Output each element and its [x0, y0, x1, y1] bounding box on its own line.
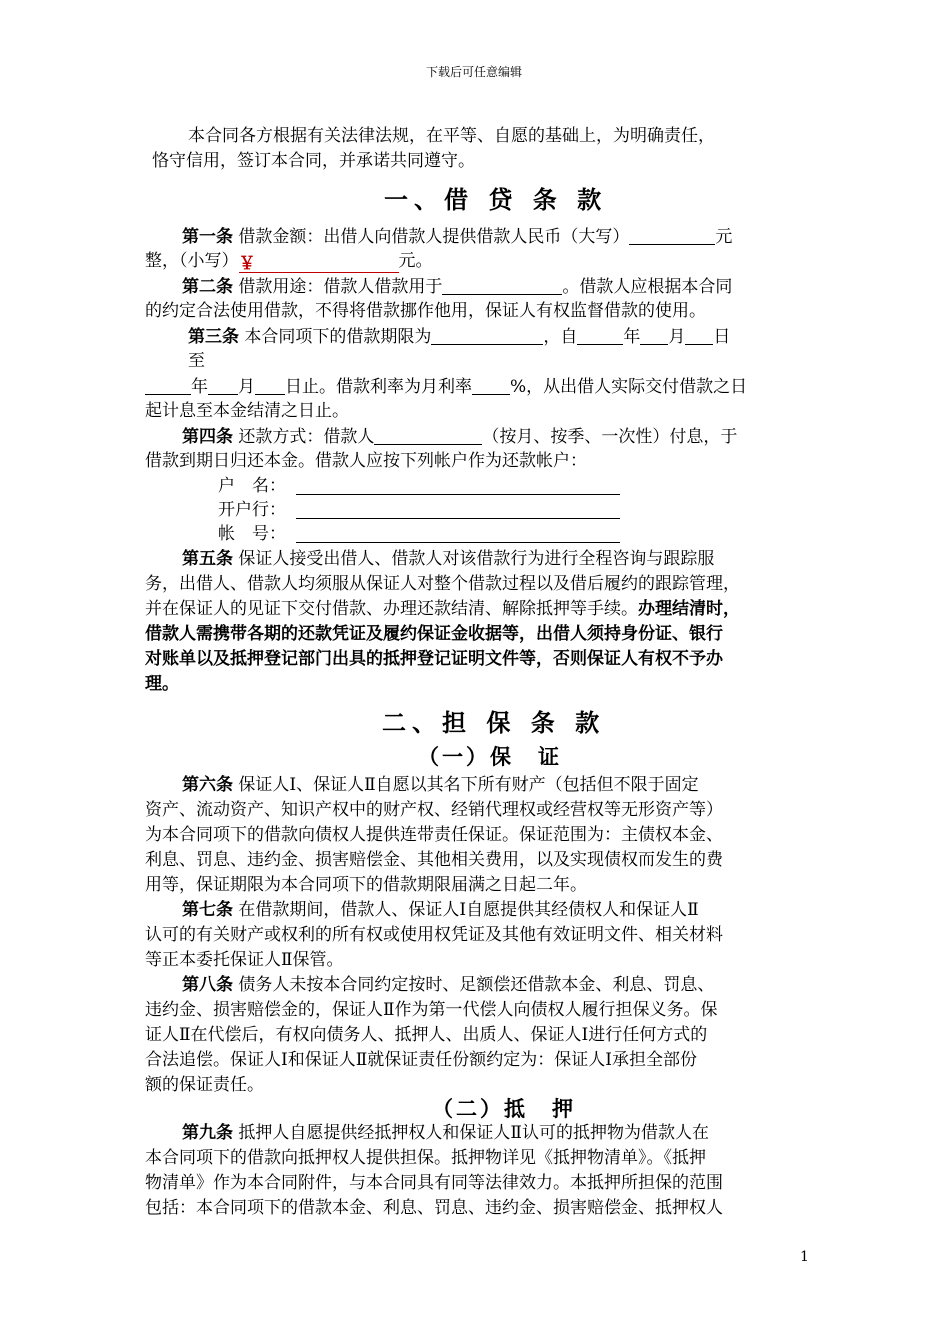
blank-field: [472, 378, 510, 395]
article-label: 第四条: [182, 427, 233, 447]
article-text: ，自: [543, 327, 578, 347]
article-6-line-3: 为本合同项下的借款向债权人提供连带责任保证。保证范围为：主债权本金、: [145, 825, 723, 845]
section-title-loan: 一、借 贷 条 款: [384, 185, 608, 214]
page-header: 下载后可任意编辑: [426, 65, 523, 79]
article-label: 第二条: [182, 277, 233, 297]
article-9-line-3: 物清单》作为本合同附件，与本合同具有同等法律效力。本抵押所担保的范围: [145, 1173, 723, 1193]
article-text: （按月、按季、一次性）付息，于: [482, 427, 738, 447]
article-9-line-1: [182, 1125, 709, 1142]
account-name-label: 户 名：: [218, 476, 286, 496]
intro-line-1: 本合同各方根据有关法律法规，在平等、自愿的基础上，为明确责任，: [188, 126, 715, 146]
article-bold-text: 办理结清时，: [638, 599, 740, 619]
article-5-line-4: 借款人需携带各期的还款凭证及履约保证金收据等，出借人须持身份证、银行: [145, 624, 723, 644]
account-number-line: [296, 542, 620, 543]
article-2-line-2: 的约定合法使用借款，不得将借款挪作他用，保证人有权监督借款的使用。: [145, 301, 706, 321]
blank-field: [208, 378, 238, 395]
section-title-guarantee: 二、担 保 条 款: [382, 708, 606, 737]
blank-field: [145, 378, 191, 395]
article-text: 元: [715, 227, 733, 247]
article-5-line-3: [145, 601, 740, 618]
article-3-line-1: [188, 328, 730, 346]
article-3-line-4: 起计息至本金结清之日止。: [145, 401, 349, 421]
blank-field: [685, 328, 713, 345]
article-label: 第九条: [182, 1123, 233, 1143]
bank-line: [296, 518, 620, 519]
article-7-line-1: [182, 902, 699, 919]
article-1-line-1: [182, 228, 732, 246]
article-text: 月: [238, 377, 255, 397]
article-7-line-2: 认可的有关财产或权利的所有权或使用权凭证及其他有效证明文件、相关材料: [145, 925, 723, 945]
blank-field: [374, 428, 482, 445]
article-text: 保证人Ⅰ、保证人Ⅱ自愿以其名下所有财产（包括但不限于固定: [238, 775, 699, 795]
article-text: 在借款期间，借款人、保证人Ⅰ自愿提供其经债权人和保证人Ⅱ: [238, 900, 699, 920]
article-text: 借款金额：出借人向借款人提供借款人民币（大写）: [238, 227, 630, 247]
intro-line-2: 恪守信用，签订本合同，并承诺共同遵守。: [152, 151, 475, 171]
subsection-title-guaranty: （一）保 证: [418, 744, 562, 769]
article-text: 。借款人应根据本合同: [562, 277, 733, 297]
article-9-line-2: 本合同项下的借款向抵押权人提供担保。抵押物详见《抵押物清单》。《抵押: [145, 1148, 706, 1168]
article-6-line-4: 利息、罚息、违约金、损害赔偿金、其他相关费用，以及实现债权而发生的费: [145, 850, 723, 870]
subsection-title-mortgage: （二）抵 押: [432, 1096, 576, 1121]
article-text: 月: [668, 327, 686, 347]
article-label: 第五条: [182, 549, 233, 569]
article-8-line-3: 证人Ⅱ在代偿后，有权向债务人、抵押人、出质人、保证人Ⅰ进行任何方式的: [145, 1025, 708, 1045]
article-text: 本合同项下的借款期限为: [244, 327, 432, 347]
article-text: 年: [191, 377, 208, 397]
yen-symbol: ￥: [238, 254, 256, 274]
article-5-line-5: 对账单以及抵押登记部门出具的抵押登记证明文件等，否则保证人有权不予办: [145, 649, 723, 669]
account-number-label: 帐 号：: [218, 524, 286, 544]
article-text: 抵押人自愿提供经抵押权人和保证人Ⅱ认可的抵押物为借款人在: [238, 1123, 709, 1143]
blank-field: [577, 328, 623, 345]
article-8-line-5: 额的保证责任。: [145, 1075, 264, 1095]
article-2-line-1: [182, 278, 732, 296]
bank-label: 开户行：: [218, 500, 286, 520]
account-name-line: [296, 494, 620, 495]
blank-field: [442, 278, 562, 295]
article-text: 借款用途：借款人借款用于: [238, 277, 443, 297]
article-text: 并在保证人的见证下交付借款、办理还款结清、解除抵押等手续。: [145, 599, 638, 619]
article-text: 整，（小写）: [145, 251, 239, 271]
article-6-line-2: 资产、流动资产、知识产权中的财产权、经销代理权或经营权等无形资产等）: [145, 800, 723, 820]
article-9-line-4: 包括：本合同项下的借款本金、利息、罚息、违约金、损害赔偿金、抵押权人: [145, 1198, 723, 1218]
article-text: %，从出借人实际交付借款之日: [510, 377, 748, 397]
article-4-line-1: [182, 428, 737, 446]
blank-field: [629, 228, 715, 245]
blank-field: [255, 378, 285, 395]
article-label: 第三条: [188, 327, 239, 347]
article-label: 第一条: [182, 227, 233, 247]
article-text: 债务人未按本合同约定按时、足额偿还借款本金、利息、罚息、: [238, 975, 715, 995]
page-number: 1: [800, 1249, 809, 1265]
article-6-line-5: 用等，保证期限为本合同项下的借款期限届满之日起二年。: [145, 875, 587, 895]
article-text: 日止。借款利率为月利率: [285, 377, 472, 397]
article-4-line-2: 借款到期日归还本金。借款人应按下列帐户作为还款帐户：: [145, 451, 587, 471]
blank-field: [431, 328, 543, 345]
article-text: 日: [713, 327, 731, 347]
article-5-line-2: 务，出借人、借款人均须服从保证人对整个借款过程以及借后履约的跟踪管理，: [145, 574, 740, 594]
article-text: 保证人接受出借人、借款人对该借款行为进行全程咨询与跟踪服: [238, 549, 715, 569]
article-3-line-3: [145, 378, 747, 396]
article-1-line-2: [145, 253, 433, 273]
article-text: 年: [623, 327, 641, 347]
amount-field: [239, 256, 399, 273]
article-text: 还款方式：借款人: [238, 427, 375, 447]
article-text: 元。: [398, 251, 433, 271]
article-8-line-1: [182, 977, 714, 994]
article-label: 第七条: [182, 900, 233, 920]
article-3-line-2: 至: [188, 351, 205, 371]
article-label: 第六条: [182, 775, 233, 795]
article-6-line-1: [182, 777, 699, 794]
article-label: 第八条: [182, 975, 233, 995]
article-8-line-2: 违约金、损害赔偿金的，保证人Ⅱ作为第一代偿人向债权人履行担保义务。保: [145, 1000, 718, 1020]
article-8-line-4: 合法追偿。保证人Ⅰ和保证人Ⅱ就保证责任份额约定为：保证人Ⅰ承担全部份: [145, 1050, 697, 1070]
article-7-line-3: 等正本委托保证人Ⅱ保管。: [145, 950, 344, 970]
article-5-line-6: 理。: [145, 674, 179, 694]
blank-field: [640, 328, 668, 345]
article-5-line-1: [182, 551, 714, 568]
